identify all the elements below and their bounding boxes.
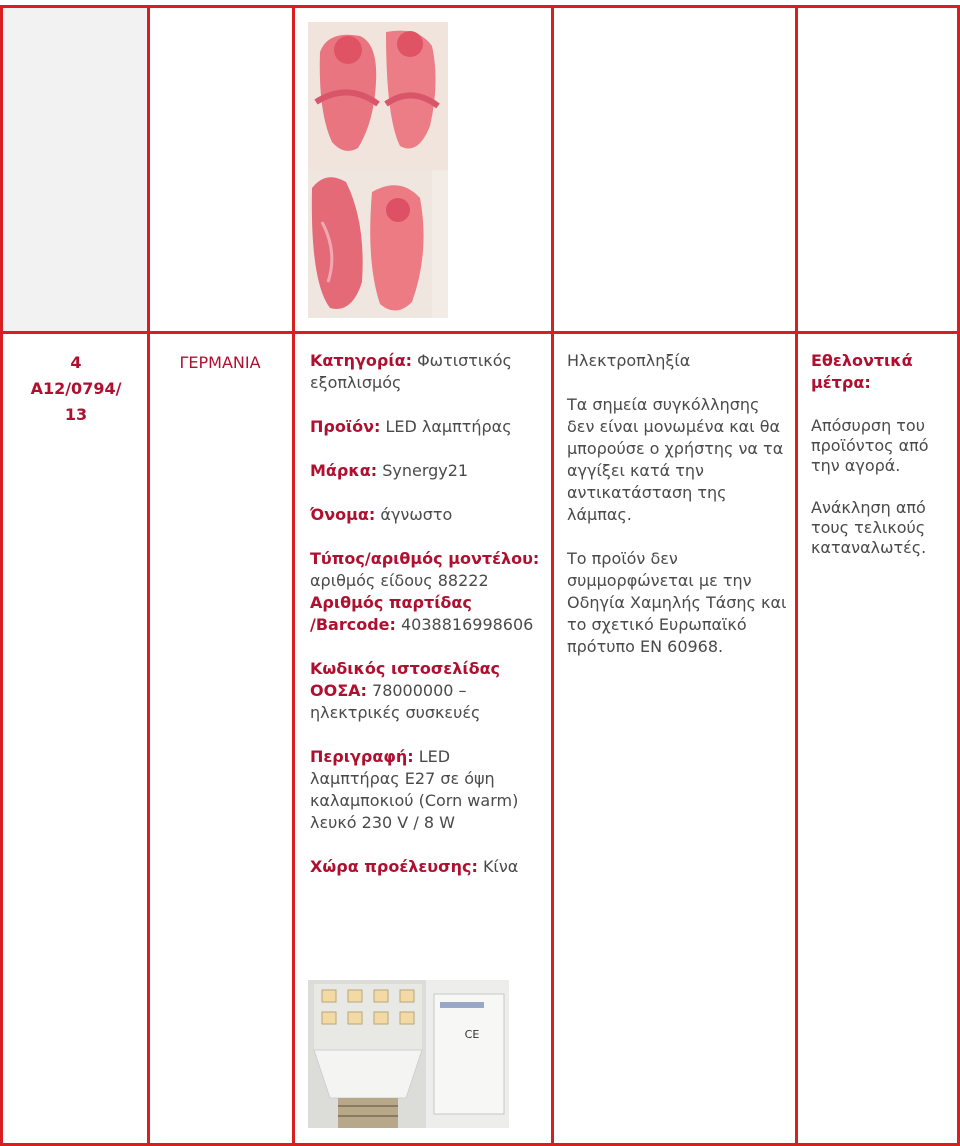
measures-cell <box>811 350 951 558</box>
category-label: Κατηγορία: <box>310 351 412 370</box>
description-value: LED λαμπτήρας E27 σε όψη καλαμποκιού (Corn warm) λευκό 230 V / 8 W <box>310 747 519 832</box>
name-value: άγνωστο <box>380 505 453 524</box>
measures-paragraph-2: Ανάκληση από τους τελικούς καταναλωτές. <box>811 498 927 557</box>
description-label: Περιγραφή: <box>310 747 414 766</box>
ref-code-line1: A12/0794/ <box>30 379 122 398</box>
product-value: LED λαμπτήρας <box>385 417 512 436</box>
product-photo-led-bulb <box>308 980 509 1128</box>
table-border-middle <box>0 331 960 334</box>
product-label: Προϊόν: <box>310 417 381 436</box>
brand-value: Synergy21 <box>382 461 469 480</box>
category-field <box>310 350 540 394</box>
measures-title: Εθελοντικά μέτρα: <box>811 351 913 392</box>
grey-header-cell <box>0 7 148 331</box>
column-divider-3 <box>551 5 554 1146</box>
batch-value: 4038816998606 <box>401 615 534 634</box>
column-divider-2 <box>292 5 295 1146</box>
oecd-value: 78000000 – ηλεκτρικές συσκευές <box>310 681 481 722</box>
batch-label: Αριθμός παρτίδας /Barcode: <box>310 593 472 634</box>
name-label: Όνομα: <box>310 505 376 524</box>
risk-paragraph-2: Το προϊόν δεν συμμορφώνεται με την Οδηγία Χαμηλής Τάσης και το σχετικό Ευρωπαϊκό πρότυπο EN 60968. <box>567 549 787 656</box>
product-details <box>310 350 540 878</box>
product-field <box>310 416 540 438</box>
description-field <box>310 746 540 834</box>
product-photo-sandals <box>308 22 448 318</box>
country-name: ΓΕΡΜΑΝΙΑ <box>179 353 261 372</box>
ref-code-line2: 13 <box>64 405 88 424</box>
brand-field <box>310 460 540 482</box>
brand-label: Μάρκα: <box>310 461 378 480</box>
risk-title: Ηλεκτροπληξία <box>567 351 691 370</box>
category-value: Φωτιστικός εξοπλισμός <box>310 351 512 392</box>
oecd-field <box>310 658 540 724</box>
batch-field <box>310 592 540 636</box>
table-border-top <box>0 5 960 8</box>
row-reference <box>8 350 144 428</box>
type-label: Τύπος/αριθμός μοντέλου: <box>310 549 540 568</box>
country-cell <box>150 353 290 372</box>
origin-field <box>310 856 540 878</box>
type-field <box>310 548 540 592</box>
risk-paragraph-1: Τα σημεία συγκόλλησης δεν είναι μονωμένα και θα μπορούσε ο χρήστης να τα αγγίξει κατά την αντικατάσταση της λάμπας. <box>567 395 784 524</box>
svg-text:CE: CE <box>464 1028 480 1041</box>
name-field <box>310 504 540 526</box>
column-divider-1 <box>147 5 150 1146</box>
column-divider-4 <box>795 5 798 1146</box>
type-value: αριθμός είδους 88222 <box>310 571 489 590</box>
origin-label: Χώρα προέλευσης: <box>310 857 478 876</box>
measures-paragraph-1: Απόσυρση του προϊόντος από την αγορά. <box>811 416 929 475</box>
row-number: 4 <box>70 353 82 372</box>
table-border-left <box>0 5 3 1146</box>
origin-value: Κίνα <box>482 857 519 876</box>
oecd-label: Κωδικός ιστοσελίδας ΟΟΣΑ: <box>310 659 501 700</box>
risk-cell <box>567 350 789 658</box>
